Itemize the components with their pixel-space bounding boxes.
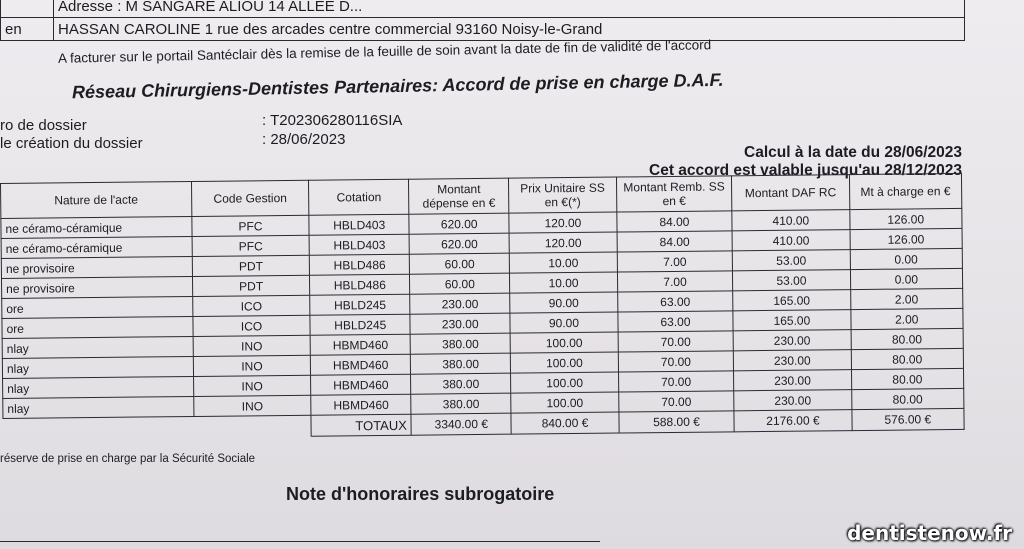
- table-cell: 380.00: [411, 353, 511, 374]
- table-cell: ore: [2, 296, 193, 318]
- valid-until: Cet accord est valable jusqu'au 28/12/2023: [649, 162, 962, 179]
- table-cell: 410.00: [732, 230, 850, 251]
- table-cell: nlay: [2, 336, 193, 358]
- total-cell: 576.00 €: [852, 408, 965, 430]
- col-header-nature: Nature de l'acte: [1, 181, 192, 218]
- table-cell: 84.00: [617, 211, 733, 232]
- address-row-2: HASSAN CAROLINE 1 rue des arcades centre commercial 93160 Noisy-le-Grand: [54, 18, 965, 41]
- table-cell: ICO: [193, 315, 311, 336]
- total-cell: 588.00 €: [619, 411, 735, 433]
- table-cell: 63.00: [617, 291, 733, 312]
- table-cell: 120.00: [509, 212, 617, 233]
- table-cell: 410.00: [732, 210, 850, 231]
- table-cell: 90.00: [510, 292, 618, 313]
- table-cell: PDT: [192, 275, 310, 296]
- table-cell: 0.00: [850, 248, 963, 269]
- table-cell: 10.00: [510, 272, 618, 293]
- table-cell: HBLD245: [310, 294, 410, 315]
- address-row-2-label: en: [1, 18, 54, 41]
- table-cell: 60.00: [410, 273, 510, 294]
- table-cell: 380.00: [410, 333, 510, 354]
- total-cell: 2176.00 €: [734, 410, 852, 432]
- table-cell: HBMD460: [311, 354, 411, 375]
- total-cell: 3340.00 €: [411, 413, 511, 435]
- table-cell: 0.00: [850, 268, 963, 289]
- col-header-cotation: Cotation: [309, 179, 409, 215]
- table-cell: nlay: [3, 376, 194, 398]
- table-cell: 84.00: [617, 231, 733, 252]
- address-table: [0, 0, 965, 41]
- reserve-note: réserve de prise en charge par la Sécurité Sociale: [0, 453, 256, 465]
- table-cell: 100.00: [510, 352, 618, 373]
- document-title: Réseau Chirurgiens-Dentistes Partenaires: Accord de prise en charge D.A.F.: [71, 69, 724, 103]
- table-cell: 70.00: [618, 371, 734, 392]
- watermark: dentistenow.fr: [847, 521, 1012, 545]
- table-cell: 2.00: [850, 308, 963, 329]
- table-cell: HBLD486: [310, 274, 410, 295]
- table-cell: 80.00: [851, 368, 964, 389]
- table-cell: 230.00: [410, 293, 510, 314]
- table-cell: nlay: [3, 396, 194, 418]
- dossier-created-label: le création du dossier: [0, 135, 143, 152]
- table-cell: 60.00: [410, 253, 510, 274]
- col-header-code: Code Gestion: [191, 180, 309, 216]
- table-cell: 7.00: [617, 251, 733, 272]
- table-cell: 380.00: [411, 373, 511, 394]
- table-cell: 100.00: [510, 332, 618, 353]
- table-cell: HBLD403: [309, 234, 409, 255]
- billing-instruction: A facturer sur le portail Santéclair dès la remise de la feuille de soin avant la date de fin de validité de l'accord: [57, 37, 712, 66]
- table-cell: 53.00: [732, 250, 850, 271]
- table-cell: ore: [2, 316, 193, 338]
- table-cell: HBLD486: [309, 254, 409, 275]
- totals-label: TOTAUX: [311, 414, 411, 436]
- dossier-number-value: : T202306280116SIA: [262, 112, 403, 129]
- table-cell: 165.00: [733, 310, 851, 331]
- table-cell: 126.00: [849, 208, 962, 229]
- table-cell: HBMD460: [310, 334, 410, 355]
- col-header-charge: Mt à charge en €: [849, 173, 962, 209]
- bottom-divider: [0, 541, 600, 542]
- table-cell: PFC: [192, 215, 310, 236]
- table-cell: 10.00: [509, 252, 617, 273]
- table-cell: 620.00: [409, 233, 509, 254]
- table-cell: 2.00: [850, 288, 963, 309]
- table-cell: PFC: [192, 235, 310, 256]
- table-cell: 230.00: [734, 370, 852, 391]
- table-cell: 100.00: [511, 392, 619, 413]
- calc-date: Calcul à la date du 28/06/2023: [744, 144, 962, 161]
- table-cell: 230.00: [734, 350, 852, 371]
- table-cell: INO: [193, 375, 311, 396]
- table-cell: 7.00: [617, 271, 733, 292]
- dossier-number-label: ro de dossier: [0, 117, 87, 134]
- table-cell: ICO: [193, 295, 311, 316]
- table-cell: 80.00: [851, 348, 964, 369]
- table-cell: 230.00: [410, 313, 510, 334]
- table-cell: 120.00: [509, 232, 617, 253]
- table-cell: 80.00: [851, 388, 964, 409]
- table-cell: 80.00: [851, 328, 964, 349]
- table-cell: 126.00: [850, 228, 963, 249]
- table-cell: HBMD460: [311, 374, 411, 395]
- table-cell: ne provisoire: [2, 276, 193, 298]
- table-cell: 70.00: [618, 391, 734, 412]
- acts-table: [0, 173, 965, 440]
- table-cell: INO: [193, 355, 311, 376]
- col-header-depense: Montant dépense en €: [409, 178, 509, 214]
- total-cell: 840.00 €: [511, 412, 619, 434]
- dossier-created-value: : 28/06/2023: [262, 131, 346, 148]
- table-cell: 620.00: [409, 213, 509, 234]
- table-cell: ne céramo-céramique: [1, 236, 192, 258]
- table-cell: 380.00: [411, 393, 511, 414]
- table-cell: ne provisoire: [1, 256, 192, 278]
- table-cell: 70.00: [618, 331, 734, 352]
- table-cell: HBLD403: [309, 214, 409, 235]
- col-header-prix-ss: Prix Unitaire SS en €(*): [509, 177, 617, 213]
- acts-body: [1, 208, 964, 439]
- table-cell: INO: [193, 335, 311, 356]
- table-cell: PDT: [192, 255, 310, 276]
- col-header-daf: Montant DAF RC: [732, 175, 850, 211]
- table-cell: 70.00: [618, 351, 734, 372]
- table-cell: 230.00: [734, 390, 852, 411]
- table-cell: 63.00: [618, 311, 734, 332]
- col-header-remb-ss: Montant Remb. SS en €: [616, 176, 732, 212]
- table-cell: INO: [194, 395, 312, 416]
- table-cell: 230.00: [733, 330, 851, 351]
- note-title: Note d'honoraires subrogatoire: [286, 484, 555, 504]
- table-cell: ne céramo-céramique: [1, 216, 192, 238]
- table-cell: 165.00: [733, 290, 851, 311]
- address-row-1: Adresse : M SANGARE ALIOU 14 ALLEE D...: [54, 0, 965, 18]
- table-cell: 90.00: [510, 312, 618, 333]
- table-cell: 100.00: [511, 372, 619, 393]
- table-cell: nlay: [2, 356, 193, 378]
- table-cell: HBMD460: [311, 394, 411, 415]
- table-cell: HBLD245: [310, 314, 410, 335]
- table-cell: 53.00: [733, 270, 851, 291]
